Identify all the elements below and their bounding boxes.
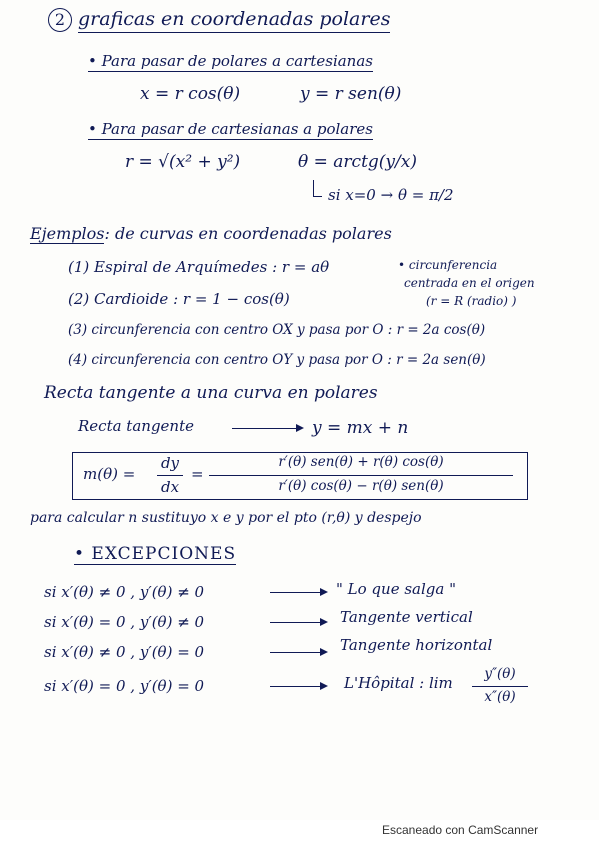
- page-title: [48, 8, 390, 32]
- exception-2-result: Tangente vertical: [340, 608, 473, 626]
- examples-heading-rest: : de curvas en coordenadas polares: [104, 224, 392, 243]
- exception-2-arrow: [270, 622, 322, 623]
- side-note-line-3: (r = R (radio) ): [426, 294, 517, 308]
- title-number: 2: [48, 8, 72, 32]
- exception-4-arrow: [270, 686, 322, 687]
- cartesian-to-polar-heading: • Para pasar de cartesianas a polares: [88, 120, 373, 138]
- n-instruction: para calcular n sustituyo x e y por el pto (r,θ) y despejo: [30, 510, 422, 526]
- tangent-heading: Recta tangente a una curva en polares: [44, 383, 378, 403]
- exception-1-arrow-head: [320, 588, 328, 596]
- example-3: (3) circunferencia con centro OX y pasa por O : r = 2a cos(θ): [68, 322, 486, 338]
- exception-3-result: Tangente horizontal: [340, 636, 493, 654]
- exception-2-arrow-head: [320, 618, 328, 626]
- exception-4-arrow-head: [320, 682, 328, 690]
- example-1: (1) Espiral de Arquímedes : r = aθ: [68, 258, 330, 276]
- examples-heading-label: Ejemplos: [30, 224, 105, 243]
- exception-1-condition: si x′(θ) ≠ 0 , y′(θ) ≠ 0: [44, 583, 205, 601]
- slope-denominator: r′(θ) cos(θ) − r(θ) sen(θ): [278, 478, 444, 494]
- equals-sign: =: [191, 465, 204, 483]
- exception-4-result: L'Hôpital : lim: [344, 674, 453, 692]
- side-note-line-2: centrada en el origen: [404, 276, 535, 290]
- title-text: graficas en coordenadas polares: [78, 8, 390, 33]
- hopital-denominator: x″(θ): [484, 689, 516, 705]
- y-formula: y = r sen(θ): [300, 84, 402, 104]
- exception-3-condition: si x′(θ) ≠ 0 , y′(θ) = 0: [44, 643, 205, 661]
- example-4: (4) circunferencia con centro OY y pasa por O : r = 2a sen(θ): [68, 352, 486, 368]
- theta-formula: θ = arctg(y/x): [298, 152, 417, 172]
- tangent-arrow: [232, 428, 298, 429]
- special-case-bracket: [313, 180, 322, 197]
- dy: dy: [160, 454, 180, 472]
- tangent-line-formula: y = mx + n: [312, 418, 409, 438]
- slope-numerator: r′(θ) sen(θ) + r(θ) cos(θ): [278, 454, 444, 470]
- hopital-numerator: y″(θ): [484, 666, 516, 682]
- slope-formula-box: [72, 452, 528, 500]
- dydx-fraction-line: [157, 475, 183, 476]
- examples-heading: [30, 224, 392, 243]
- polar-to-cartesian-heading: • Para pasar de polares a cartesianas: [88, 52, 373, 70]
- side-note-line-1: • circunferencia: [398, 258, 498, 272]
- tangent-arrow-head: [296, 424, 304, 432]
- scanner-watermark: Escaneado con CamScanner: [382, 823, 539, 837]
- example-2: (2) Cardioide : r = 1 − cos(θ): [68, 290, 290, 308]
- exception-1-arrow: [270, 592, 322, 593]
- exception-3-arrow: [270, 652, 322, 653]
- exceptions-heading: • EXCEPCIONES: [74, 544, 237, 564]
- exception-4-condition: si x′(θ) = 0 , y′(θ) = 0: [44, 677, 205, 695]
- x-formula: x = r cos(θ): [140, 84, 241, 104]
- tangent-line-label: Recta tangente: [78, 417, 194, 435]
- dx: dx: [160, 478, 180, 496]
- hopital-fraction-line: [472, 686, 528, 687]
- exception-3-arrow-head: [320, 648, 328, 656]
- r-formula: r = √(x² + y²): [125, 152, 241, 172]
- slope-fraction-line: [209, 475, 513, 476]
- m-lhs: m(θ) =: [83, 465, 136, 483]
- special-case: si x=0 → θ = π/2: [328, 186, 454, 204]
- exception-2-condition: si x′(θ) = 0 , y′(θ) ≠ 0: [44, 613, 205, 631]
- exception-1-result: " Lo que salga ": [336, 580, 456, 598]
